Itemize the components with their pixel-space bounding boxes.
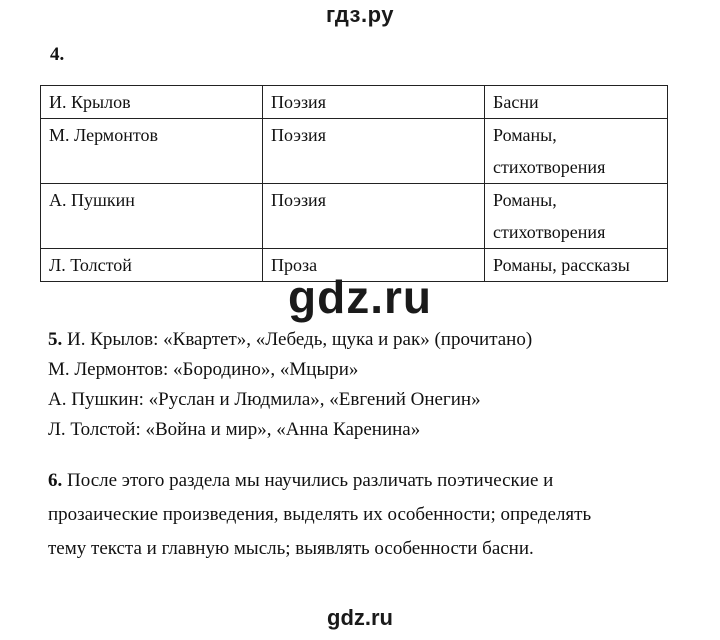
task-4-number: 4.: [50, 44, 65, 65]
table-cell-genres: [485, 184, 668, 249]
answer-line: тему текста и главную мысль; выявлять особенности басни.: [48, 538, 534, 559]
answer-line: А. Пушкин: «Руслан и Людмила», «Евгений Онегин»: [48, 389, 481, 410]
genre-line: Романы, рассказы: [493, 255, 630, 275]
task-5-number: 5.: [48, 329, 63, 350]
genre-line: Романы,: [493, 125, 557, 145]
task-6-answer: [48, 464, 688, 566]
table-cell-type: Поэзия: [263, 86, 485, 119]
literature-table: [40, 85, 668, 282]
answer-line: М. Лермонтов: «Бородино», «Мцыри»: [48, 359, 359, 380]
genre-line: стихотворения: [493, 157, 606, 177]
watermark-bottom: gdz.ru: [327, 605, 393, 630]
task-6-number: 6.: [48, 470, 63, 491]
table-cell-author: Л. Толстой: [41, 249, 263, 282]
answer-line: [48, 325, 688, 355]
table-cell-author: А. Пушкин: [41, 184, 263, 249]
genre-line: стихотворения: [493, 222, 606, 242]
answer-line-text: И. Крылов: «Квартет», «Лебедь, щука и рак» (прочитано): [62, 329, 533, 350]
table-cell-type: Поэзия: [263, 184, 485, 249]
answer-line: Л. Толстой: «Война и мир», «Анна Каренина»: [48, 419, 421, 440]
site-header: гдз.ру: [326, 2, 394, 27]
genre-line: Басни: [493, 92, 539, 112]
task-5-answer: [48, 325, 688, 445]
answer-line: прозаические произведения, выделять их особенности; определять: [48, 504, 592, 525]
table-cell-genres: [485, 86, 668, 119]
table-row: [41, 184, 668, 249]
genre-line: Романы,: [493, 190, 557, 210]
answer-line: [48, 464, 688, 498]
watermark-middle: gdz.ru: [288, 271, 432, 323]
answer-line-text: После этого раздела мы научились различать поэтические и: [62, 470, 554, 491]
table-cell-type: Поэзия: [263, 119, 485, 184]
table-cell-author: М. Лермонтов: [41, 119, 263, 184]
table-row: [41, 86, 668, 119]
table-cell-type: Проза: [263, 249, 485, 282]
table-cell-genres: [485, 119, 668, 184]
table-row: [41, 119, 668, 184]
table-cell-author: И. Крылов: [41, 86, 263, 119]
